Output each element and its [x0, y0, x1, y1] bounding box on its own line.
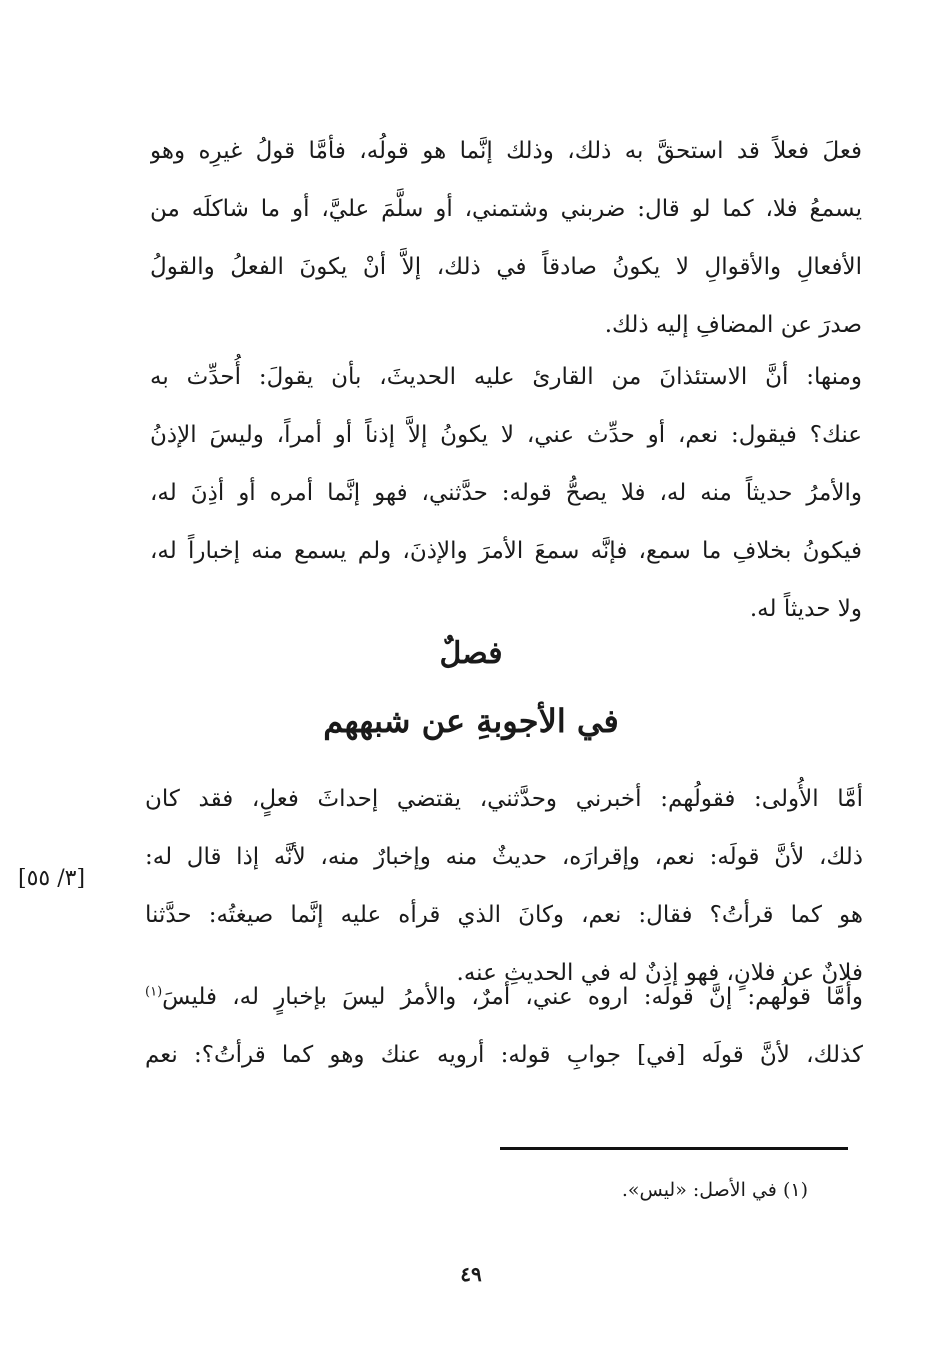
footnote: [300, 1172, 808, 1208]
section-subheading: في الأجوبةِ عن شبههم: [323, 702, 619, 740]
text-line: ذلك، لأنَّ قولَه: نعم، وإقرارَه، حديثٌ منه وإخبارٌ منه، لأنَّه إذا قال له:: [145, 844, 863, 870]
page-number: ٤٩: [460, 1262, 482, 1286]
footnote-number: (١): [782, 1179, 808, 1201]
text-line: كذلك، لأنَّ قولَه [في] جوابِ قوله: أرويه عنك وهو كما قرأتُ؟: نعم: [145, 1042, 863, 1068]
text-line: ولا حديثاً له.: [749, 596, 862, 622]
text-line: يسمعُ فلا، كما لو قال: ضربني وشتمني، أو سلَّمَ عليَّ، أو ما شاكلَه من: [150, 196, 862, 222]
text-line: والأمرُ حديثاً منه له، فلا يصحُّ قوله: حدَّثني، فهو إنَّما أمره أو أذِنَ له،: [150, 480, 862, 506]
text-line: الأفعالِ والأقوالِ لا يكونُ صادقاً في ذلك، إلاَّ أنْ يكونَ الفعلُ والقولُ: [150, 254, 862, 280]
footnote-divider: [500, 1147, 848, 1150]
text-line: فلانٌ عن فلانٍ، فهو إذنٌ له في الحديثِ عنه.: [456, 960, 863, 986]
text-line: ومنها: أنَّ الاستئذانَ من القارئ عليه الحديثَ، بأن يقولَ: أُحدِّث به: [150, 364, 862, 390]
text-line: هو كما قرأتُ؟ فقال: نعم، وكانَ الذي قرأه عليه إنَّما صيغتُه: حدَّثنا: [145, 902, 863, 928]
text-line: صدرَ عن المضافِ إليه ذلك.: [604, 312, 862, 338]
paragraph-4: [145, 968, 863, 1084]
text-line: فعلَ فعلاً قد استحقَّ به ذلك، وذلك إنَّما هو قولُه، فأمَّا قولُ غيرِه وهو: [150, 138, 862, 164]
paragraph-1: [150, 122, 862, 354]
paragraph-2: [150, 348, 862, 638]
text-line: عنك؟ فيقول: نعم، أو حدِّث عني، لا يكونُ إلاَّ إذناً أو أمراً، وليسَ الإذنُ: [150, 422, 862, 448]
section-heading: فصلٌ: [439, 636, 503, 671]
footnote-marker: (١): [145, 984, 163, 1000]
line-text: وأمَّا قولُهم: إنَّ قولَه: اروه عني، أمرٌ، والأمرُ ليسَ بإخبارٍ له، فليسَ: [162, 984, 863, 1010]
margin-page-reference: [٣/ ٥٥]: [18, 866, 86, 891]
text-line: أمَّا الأُولى: فقولُهم: أخبرني وحدَّثني، يقتضي إحداثَ فعلٍ، فقد كان: [145, 786, 863, 812]
text-line: فيكونُ بخلافِ ما سمع، فإنَّه سمعَ الأمرَ والإذنَ، ولم يسمع منه إخباراً له،: [150, 538, 862, 564]
footnote-text: في الأصل: «ليس».: [621, 1179, 777, 1201]
text-line: [145, 968, 863, 1026]
